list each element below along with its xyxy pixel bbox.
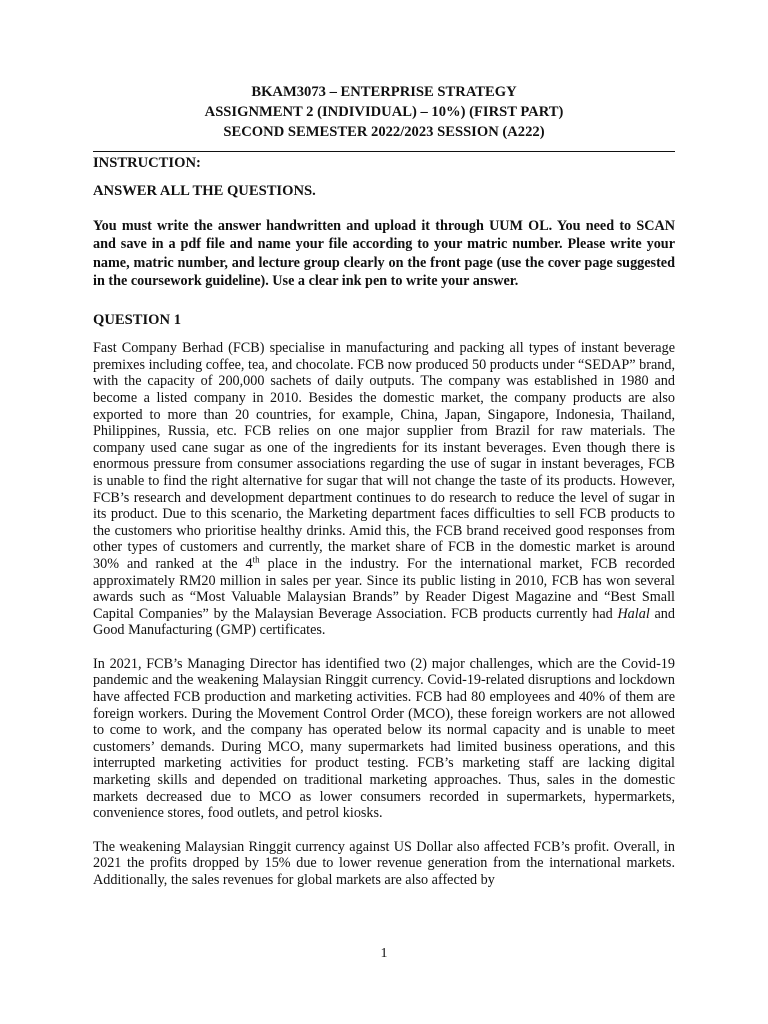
halal-italic: Halal xyxy=(617,605,650,622)
instruction-label: INSTRUCTION: xyxy=(93,155,201,171)
question-1-heading: QUESTION 1 xyxy=(93,312,181,329)
assignment-title: ASSIGNMENT 2 (INDIVIDUAL) – 10%) (FIRST PART) xyxy=(204,104,564,120)
semester-title: SECOND SEMESTER 2022/2023 SESSION (A222) xyxy=(223,124,545,140)
paragraph-1-text-b: place in the industry. For the international market, FCB recorded approximately RM20 million in sales per year. Since its public listing in 2010, FCB has won several awards such as “Most Valuable Malaysian Brands” by Reader Digest Magazine and “Best Small Capital Companies” by the Malaysian Beverage Association. FCB products currently had xyxy=(93,555,675,622)
paragraph-1-text-c: and Good Manufacturing (GMP) certificates. xyxy=(93,605,675,639)
document-header xyxy=(93,82,675,142)
document-page xyxy=(93,82,675,889)
answer-all-heading: ANSWER ALL THE QUESTIONS. xyxy=(93,183,316,199)
question-1-paragraph-3: The weakening Malaysian Ringgit currency against US Dollar also affected FCB’s profit. Overall, in 2021 the profits dropped by 15% due to lower revenue generation from the international markets. Additionally, the sales revenues for global markets are also affected by xyxy=(93,838,675,888)
question-1-paragraph-2: In 2021, FCB’s Managing Director has identified two (2) major challenges, which are the Covid-19 pandemic and the weakening Malaysian Ringgit currency. Covid-19-related disruptions and lockdown have affected FCB production and marketing activities. FCB had 80 employees and 40% of them are foreign workers. During the Movement Control Order (MCO), these foreign workers are not allowed to come to work, and the company has operated below its normal capacity and is unable to meet customers’ demands. During MCO, many supermarkets had limited business operations, and this interrupted marketing activities for product testing. FCB’s marketing staff are lacking digital marketing skills and depended on traditional marketing approaches. Thus, sales in the domestic markets decreased due to MCO as lower consumers recorded in supermarkets, hypermarkets, convenience stores, food outlets, and petrol kiosks. xyxy=(93,655,675,822)
header-divider xyxy=(93,151,675,152)
ordinal-suffix: th xyxy=(252,554,260,565)
paragraph-1-text-a: Fast Company Berhad (FCB) specialise in manufacturing and packing all types of instant beverage premixes including coffee, tea, and chocolate. FCB now produced 50 products under “SEDAP” brand, with the capacity of 200,000 sachets of daily outputs. The company was established in 1980 and become a listed company in 2010. Besides the domestic market, the company products are also exported to more than 20 countries, for example, China, Japan, Singapore, Indonesia, Thailand, Philippines, Russia, etc. FCB relies on one major supplier from Brazil for raw materials. The company used cane sugar as one of the ingredients for its instant beverages. Even though there is enormous pressure from consumer associations regarding the use of sugar in instant beverages, FCB is unable to find the right alternative for sugar that will not change the taste of its products. However, FCB’s research and development department continues to do research to reduce the level of sugar in its product. Due to this scenario, the Marketing department faces difficulties to sell FCB products to the customers who prioritise healthy drinks. Amid this, the FCB brand received good responses from other types of customers and currently, the market share of FCB in the domestic market is around 30% and ranked at the 4 xyxy=(93,340,675,572)
course-title: BKAM3073 – ENTERPRISE STRATEGY xyxy=(251,84,517,100)
page-number: 1 xyxy=(380,946,388,961)
question-1-paragraph-1 xyxy=(93,340,675,639)
instruction-details: You must write the answer handwritten and upload it through UUM OL. You need to SCAN and save in a pdf file and name your file according to your matric number. Please write your name, matric number, and lecture group clearly on the front page (use the cover page suggested in the coursework guideline). Use a clear ink pen to write your answer. xyxy=(93,218,675,289)
